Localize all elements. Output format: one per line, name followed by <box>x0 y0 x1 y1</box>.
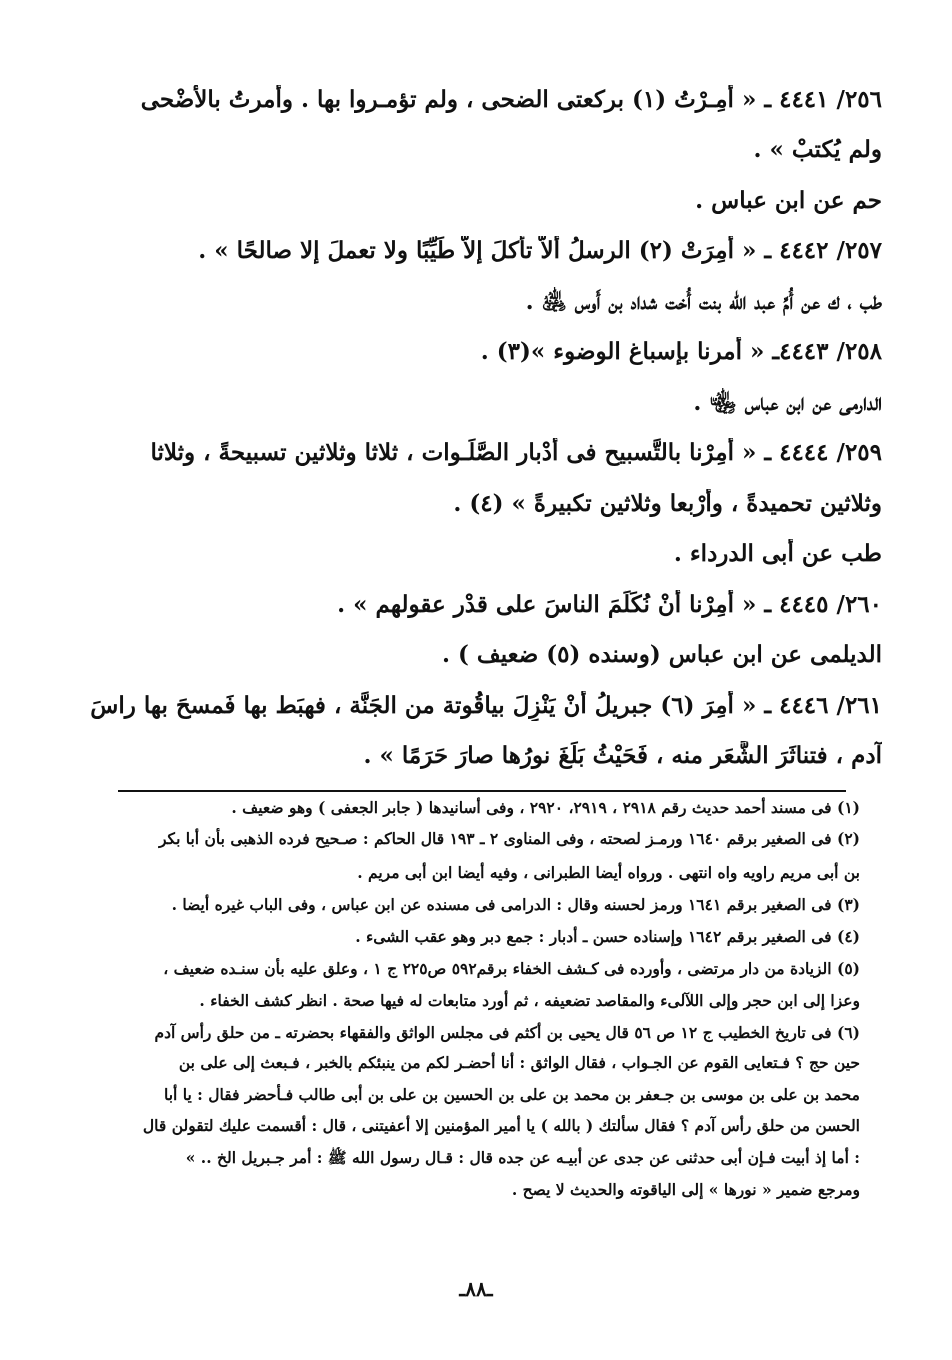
footnote-6-cont: محمد بن على بن موسى بن جـعفر بن محمد بن على بن الحسين بن على بن أبى طالب فـأحضر فقال : يا أبا <box>163 1085 860 1104</box>
hadith-260-line-1: ٢٦٠/ ٤٤٤٥ ـ « أُمِرْنا أَنْ نُكَلِّمَ الناسَ على قدْر عقولهم » . <box>337 591 882 618</box>
hadith-257-line-1: ٢٥٧/ ٤٤٤٢ ـ « أُمِرَتْ (٢) الرسلُ أَلاَّ تأكلَ إلاَّ طَيِّبًا ولا تعملَ إلا صالحًا » . <box>198 237 882 264</box>
footnote-6: (٦) فى تاريخ الخطيب ج ١٢ ص ٥٦ قال يحيى بن أكثم فى مجلس الواثق والفقهاء بحضرته ـ من حلق رأس آدم <box>154 1023 860 1042</box>
page-number: ـ٨٨ـ <box>459 1277 493 1301</box>
footnote-4: (٤) فى الصغير برقم ١٦٤٢ وإسناده حسن ـ أدبار : جمع دبر وهو عقب الشىء . <box>355 927 860 946</box>
hadith-260-source: الديلمى عن ابن عباس (وسنده (٥) ضعيف ) . <box>441 641 882 668</box>
footnote-divider <box>118 790 846 792</box>
hadith-258-line-1: ٢٥٨/ ٤٤٤٣ـ « أُمرنا بإسباغ الوضوء »(٣) . <box>480 338 882 365</box>
footnote-6-cont: : أما إذ أبيت فـإن أبى حدثنى عن جدى عن أبيـه عن جده قال : قـال رسول الله ﷺ : أمر جـبريل الخ .. » <box>185 1148 860 1167</box>
hadith-261-line-2: آدم ، فتناثَرَ الشَّعَر منه ، فَحَيْثُ بَلَغَ نورُها صارَ حَرَمًا » . <box>363 742 882 769</box>
hadith-259-line-1: ٢٥٩/ ٤٤٤٤ ـ « أُمِرْنا بالتَّسبيح فى أَدْبار الصَّلَـوات ، ثلاثا وثلاثين تسبيحةً ، وثلاثا <box>150 439 882 466</box>
footnote-2-cont: بن أبى مريم راويه واه انتهى . ورواه أيضا الطبرانى ، وفيه أيضا ابن أبى مريم . <box>357 863 860 882</box>
hadith-259-source: طب عن أَبى الدرداء . <box>673 540 882 567</box>
hadith-259-line-2: وثلاثين تحميدةً ، وأَرْبعا وثلاثين تكبيرةً » (٤) . <box>453 490 882 517</box>
footnote-5: (٥) الزيادة من دار مرتضى ، وأورده فى كـشف الخفاء برقم٥٩٢ ص٢٢٥ ج ١ ، وعلق عليه بأن سنـده ضعيف ، <box>163 959 860 978</box>
footnote-6-cont: الحسن من حلق رأس آدم ؟ فقال سألتك ( بالله ) يا أمير المؤمنين إلا أعفيتنى ، قال : أقسمت عليك لتقولن قال <box>142 1116 860 1135</box>
hadith-258-source: الدارمى عن ابن عباس ﵄ . <box>693 389 882 416</box>
footnote-6-cont: حين حج ؟ فـتعايى القوم عن الجـواب ، فقال الواثق : أنا أحضـر لكم من ينبئكم بالخبر ، فـبعث إلى على بن <box>178 1053 860 1072</box>
footnote-5-cont: وعزا إلى ابن حجر وإلى اللآلىء والمقاصد تضعيفه ، ثم أورد متابعات له فيها صحة . انظر كشف الخفاء . <box>199 991 860 1010</box>
hadith-257-source: طب ، ك عن أُمِّ عبد الله بنت أُخت شداد بن أَوس ﵁ . <box>525 288 882 315</box>
footnote-2: (٢) فى الصغير برقم ١٦٤٠ ورمـز لصحته ، وفى المناوى ٢ ـ ١٩٣ قال الحاكم : صـحيح فرده الذهبى بأن أبا بكر <box>158 829 860 848</box>
footnote-6-cont: ومرجع ضمير « نورها » إلى الياقوته والحديث لا يصح . <box>511 1180 860 1199</box>
hadith-261-line-1: ٢٦١/ ٤٤٤٦ ـ « أُمِرَ (٦) جبريلُ أَنْ يَنْزِلَ بياقُوتة من الجَنَّة ، فهبَط بها فَمسحَ بها راسَ <box>90 692 882 719</box>
hadith-256-source: حم عن ابن عباس . <box>695 187 882 214</box>
hadith-256-line-2: ولم يُكتبْ » . <box>753 136 882 163</box>
hadith-256-line-1: ٢٥٦/ ٤٤٤١ ـ « أُمِـرْتُ (١) بركعتى الضحى ، ولم تؤمـروا بها . وأُمرتُ بالأَضْحى <box>140 86 882 113</box>
footnote-1: (١) فى مسند أحمد حديث رقم ٢٩١٨ ، ٢٩١٩، ٢٩٢٠ ، وفى أسانيدها ( جابر الجعفى ) وهو ضعيف . <box>231 798 860 817</box>
footnote-3: (٣) فى الصغير برقم ١٦٤١ ورمز لحسنه وقال : الدرامى فى مسنده عن ابن عباس ، وفى الباب غيره أيضا . <box>171 895 860 914</box>
